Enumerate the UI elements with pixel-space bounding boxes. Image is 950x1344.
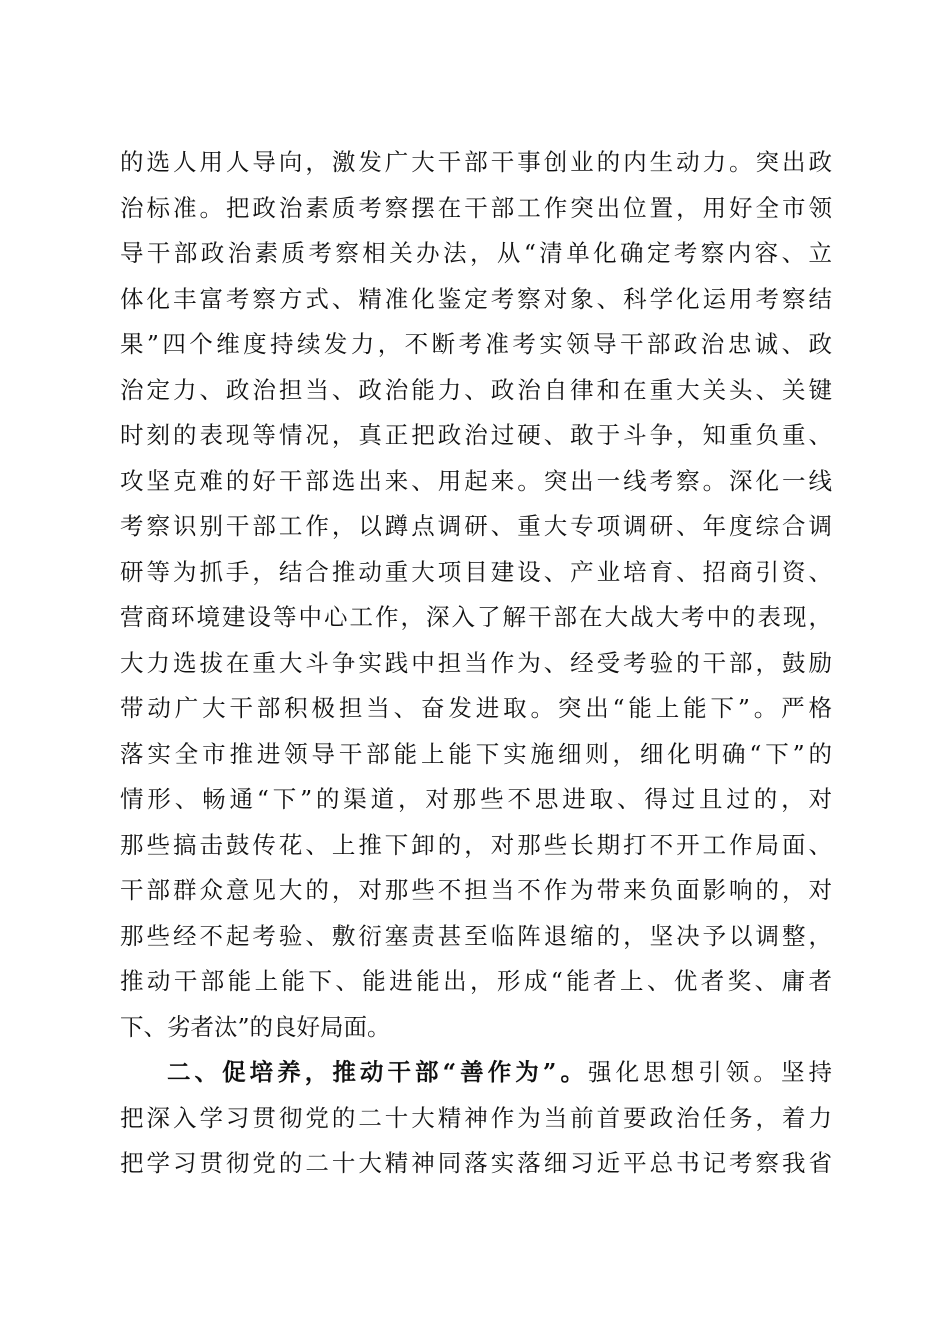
text-line: 干部群众意见大的，对那些不担当不作为带来负面影响的，对 [120,876,832,904]
text-line: 下、劣者汰”的良好局面。 [120,1012,391,1041]
text-line: 那些经不起考验、敷衍塞责甚至临阵退缩的，坚决予以调整， [120,921,832,950]
section-heading: 二、促培养，推动干部“善作为”。 [167,1058,589,1086]
text-line: 攻坚克难的好干部选出来、用起来。突出一线考察。深化一线 [120,466,832,495]
text-line: 体化丰富考察方式、精准化鉴定考察对象、科学化运用考察结 [120,284,832,313]
text-line: 大力选拔在重大斗争实践中担当作为、经受考验的干部，鼓励 [120,648,832,677]
text-line: 落实全市推进领导干部能上能下实施细则，细化明确“下”的 [120,739,832,768]
text-line: 营商环境建设等中心工作，深入了解干部在大战大考中的表现， [120,603,832,631]
text-line: 治标准。把政治素质考察摆在干部工作突出位置，用好全市领 [120,193,832,222]
section-first-line [120,1050,832,1096]
text-line: 考察识别干部工作，以蹲点调研、重大专项调研、年度综合调 [120,512,832,540]
text-line: 时刻的表现等情况，真正把政治过硬、敢于斗争，知重负重、 [120,421,832,449]
text-line: 带动广大干部积极担当、奋发进取。突出“能上能下”。严格 [120,694,832,722]
text-line: 把深入学习贯彻党的二十大精神作为当前首要政治任务，着力 [120,1103,832,1132]
section-first-line-text: 强化思想引领。坚持 [588,1058,832,1086]
text-line: 推动干部能上能下、能进能出，形成“能者上、优者奖、庸者 [120,967,832,995]
text-line: 把学习贯彻党的二十大精神同落实落细习近平总书记考察我省 [120,1149,832,1177]
text-line: 导干部政治素质考察相关办法，从“清单化确定考察内容、立 [120,239,832,267]
text-line: 研等为抓手，结合推动重大项目建设、产业培育、招商引资、 [120,557,832,586]
text-line: 那些搞击鼓传花、上推下卸的，对那些长期打不开工作局面、 [120,830,832,859]
body-text [120,140,832,1187]
text-line: 果”四个维度持续发力，不断考准考实领导干部政治忠诚、政 [120,330,832,358]
text-line: 治定力、政治担当、政治能力、政治自律和在重大关头、关键 [120,375,832,404]
text-line: 情形、畅通“下”的渠道，对那些不思进取、得过且过的，对 [120,785,832,813]
text-line: 的选人用人导向，激发广大干部干事创业的内生动力。突出政 [120,148,832,176]
